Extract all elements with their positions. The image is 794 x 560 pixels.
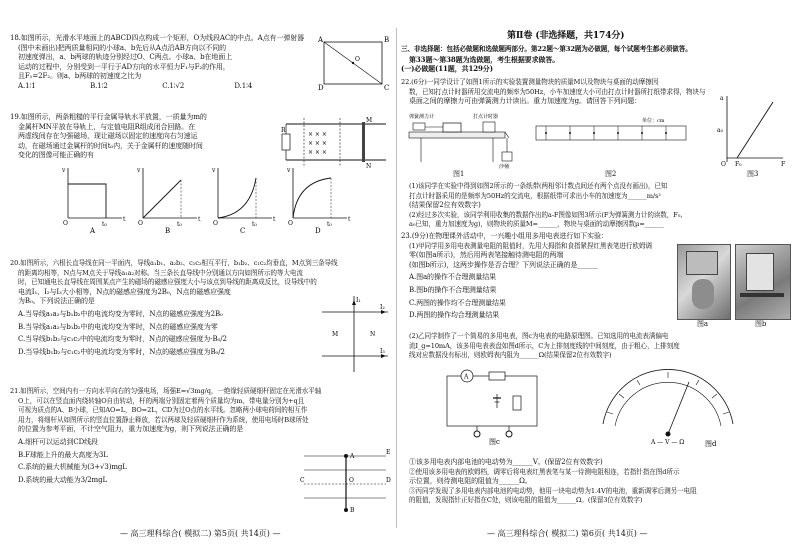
- graph-label: A: [90, 227, 96, 235]
- svg-text:F: F: [781, 161, 786, 168]
- svg-text:O: O: [288, 220, 293, 227]
- q19-line: 变化的图像可能正确的有: [18, 151, 94, 160]
- q23-option-c: C.两图的操作均不合理测量结果: [409, 298, 506, 307]
- label-timer: 打点计时器: [473, 114, 499, 120]
- graph-d: [286, 167, 351, 235]
- graph-label: D: [315, 227, 321, 235]
- q23-sub-line: ②使用该多用电表的欧姆档，调零后将电表红黑表笔与某一待测电阻相连，若指针指在图d所示: [409, 467, 680, 476]
- q23-sub-line: 示位置，则待测电阻的阻值为______Ω。: [409, 477, 532, 486]
- q21-line: 可视为质点的A、B小球，已知AO=L，BO=2L，CD为过O点的水平线。忽略两小球电荷间的相互作: [18, 406, 308, 415]
- q21-option-a: A.细杆可以运动到CD线段: [18, 437, 98, 446]
- svg-text:O: O: [213, 220, 218, 227]
- svg-text:× × ×: × × ×: [308, 131, 327, 138]
- q18-line: 18.如图所示，光滑水平地面上的ABCD四点构成一个矩形，O为线段AC的中点。A点有一弹射器: [10, 34, 305, 42]
- section-3-intro: [401, 45, 789, 74]
- svg-text:O: O: [138, 220, 143, 227]
- q21-line: 21.如图所示，空间内有一方向水平向右的匀强电场，场强E=√3mg/q，一绝缘轻质硬细杆固定在光滑水平轴: [10, 387, 322, 395]
- svg-text:t: t: [198, 216, 201, 223]
- svg-text:× × ×: × × ×: [308, 140, 327, 147]
- q22-sub-line: (1)该同学在实验中得到如图2所示的一条纸带(两相邻计数点间还有两个点没有画出)，已知: [409, 182, 668, 190]
- graph-b: [136, 167, 201, 235]
- q23-subquestions: [401, 458, 789, 506]
- label-r: R: [281, 127, 286, 134]
- q18-line: 初速度弹出，a、b两球的轨迹分别经过O、C两点。小球a、b在地面上: [18, 53, 233, 62]
- q22-line: 22.(6分)一同学设计了如图1所示的实验装置测量物块的质量M以及物块与桌面的动摩擦因: [401, 78, 659, 86]
- svg-text:t₀: t₀: [177, 221, 182, 228]
- label-a: A: [318, 36, 324, 44]
- label-i2: I₂: [380, 304, 385, 311]
- graph-label: B: [165, 227, 171, 235]
- option-d: D.1∶4: [234, 81, 253, 90]
- q18-line: (图中未画出)把两质量相同的小球a、b先后从A点沿AB方向以不同的: [18, 43, 227, 52]
- label-b: B: [384, 36, 390, 44]
- q20-line: 为B₀。下列说法正确的是: [18, 297, 95, 306]
- q23-meter-dial-figure-d: [593, 364, 743, 450]
- q21-line: O上，可以在竖直面内绕转轴O自由转动，杆的两端分别固定着两个质量均为m，带电量分别为+q且: [18, 396, 305, 405]
- question-23: [401, 232, 671, 321]
- q19-velocity-graphs: [60, 164, 360, 234]
- q23-line: 流I_g=10mA，该多用电表表盘如图d所示，C为上排刻度线的中间刻度，由于粗心，上排刻度: [409, 341, 680, 350]
- q20-line: 时，已知通电长直导线在周围某点产生的磁场的磁感应强度大小与该点到导线的距离成反比，设导线中的: [18, 278, 317, 287]
- right-page: [397, 0, 794, 560]
- label-m: M: [366, 117, 373, 124]
- graph-a: [61, 167, 126, 235]
- q23-sub-line: ③丙同学发现了多用电表内部电池的电动势，他用一块电动势为1.4V的电池，重新调零后测另一电阻: [409, 486, 697, 495]
- q22-line: 数，已知打点计时器所用交流电的频率为50Hz，小车加速度大小可由打点计时器所打纸带求得，物块与: [409, 87, 706, 96]
- svg-text:t: t: [348, 216, 351, 223]
- q21-option-b: B.F球能上升的最大高度为3L: [18, 450, 108, 459]
- section-3-line: 第33题～第38题为选做题，考生根据要求做答。: [409, 54, 560, 64]
- svg-text:t₀: t₀: [327, 221, 332, 228]
- q23-photo-a: [677, 244, 731, 320]
- caption-photo-a: 图a: [697, 320, 708, 328]
- svg-text:t: t: [273, 216, 276, 223]
- q19-line: 19.如图所示，两条粗糙的平行金属导轨水平放置，一质量为m的: [10, 113, 207, 121]
- label-b: B: [350, 507, 355, 514]
- q22-sub-line: a₀已知，重力加速度为g)，则物块的质量M=______，物块与桌面的动摩擦因数μ=______: [409, 220, 664, 229]
- question-20: [10, 259, 338, 357]
- q23-line: (2)乙同学制作了一个简易的多用电表，图c为电表的电路原理图。已知选用的电流表满偏电: [409, 332, 669, 340]
- graph-c: [211, 167, 276, 235]
- svg-text:v: v: [287, 167, 291, 174]
- q22-figure-2-tape: [532, 112, 692, 158]
- label-o: O: [355, 56, 360, 63]
- q22-figure-3-graph: [717, 92, 789, 172]
- q20-option-c: C.当导线b₁b₂与c₁c₂中的电流均变为零时，N点的磁感应强度为-B₀/2: [18, 335, 227, 344]
- svg-text:v: v: [137, 167, 141, 174]
- caption-fig2: 图2: [605, 170, 617, 178]
- option-c: C.1∶√2: [162, 81, 185, 90]
- tape-units: 单位：cm: [642, 118, 665, 124]
- option-b: B.1∶2: [90, 81, 108, 90]
- q23-line: 线对应数据没有标出，则欧姆表内阻为______Ω(结果保留2位有效数字): [409, 351, 612, 360]
- label-n: N: [366, 163, 372, 170]
- q22-line: 桌面之间的摩擦力可由弹簧测力计读出。重力加速度为g。请回答下列问题：: [409, 97, 642, 106]
- q19-line: 两虚线间存在匀强磁场，现让磁场以固定的速度向右匀速运: [18, 132, 198, 141]
- caption-photo-b: 图b: [755, 320, 767, 328]
- q23-line: (如图b所示)，这两步操作是否合理？下列说法正确的是______: [409, 260, 598, 269]
- label-i1: I₁: [356, 297, 361, 304]
- svg-text:a₀: a₀: [717, 127, 723, 134]
- question-18: [10, 34, 310, 92]
- svg-text:v: v: [62, 167, 66, 174]
- caption-fig3: 图3: [747, 170, 759, 178]
- svg-text:t: t: [123, 216, 126, 223]
- q20-line: 电流I₁、I₂与I₃大小相等，N点的磁感应强度为2B₀，N点的磁感应强度: [18, 287, 231, 296]
- label-o: O: [349, 477, 354, 484]
- q21-line: 的位置为参考平面，不计空气阻力，重力加速度为g，则下列说法正确的是: [18, 425, 244, 434]
- caption-fig-d: 图d: [705, 440, 717, 448]
- label-n: N: [370, 331, 376, 338]
- q22-sub-line: 打点计时器采用的是频率为50Hz的交流电，根据纸带可求出小车的加速度为______m/s²: [409, 191, 661, 200]
- label-m: M: [332, 331, 339, 338]
- svg-text:a: a: [720, 95, 724, 102]
- q18-line: 且F₁=2F₂。则a、b两球的初速度之比为: [18, 72, 142, 81]
- caption-fig-c: 图c: [489, 438, 500, 446]
- q21-option-d: D.系统的最大动能为3/2mgL: [18, 475, 108, 484]
- question-19: [10, 113, 280, 161]
- right-footer: — 高三理科综合( 模拟二) 第6页( 共14页) —: [487, 529, 648, 538]
- q22-figure-1: [403, 108, 523, 168]
- label-d: D: [318, 84, 324, 92]
- q19-rails-figure: [282, 114, 392, 170]
- q21-rod-figure: [300, 448, 392, 514]
- q22-sub-line: (2)经过多次实验，该同学利用收集的数据作出的a-F图像如图3所示(F为弹簧测力计的读数，F₀、: [409, 210, 687, 219]
- q22-sub-line: (结果保留2位有效数字): [409, 201, 481, 210]
- q18-rectangle-figure: [318, 34, 390, 92]
- svg-text:O: O: [721, 161, 726, 168]
- q20-option-b: B.当导线a₁a₂与b₁b₂中的电流均变为零时，N点的磁感应强度为零: [18, 322, 218, 331]
- label-i3: I₃: [380, 348, 385, 355]
- label-a: A: [350, 453, 355, 460]
- q22-subquestions: [401, 182, 789, 230]
- label-sand-bucket: 沙桶: [499, 164, 510, 170]
- q23-photo-b: [735, 244, 791, 320]
- q20-line: 的距离均相等，N点与M点关于导线a₁a₂对称。当三条长直导线中分别通以方向如图所示的等大电流: [18, 268, 303, 277]
- svg-text:t₀: t₀: [252, 221, 257, 228]
- q20-wires-figure: [314, 292, 394, 376]
- label-c: C: [384, 84, 390, 92]
- q23-option-a: A.图a的操作不合理测量结果: [409, 273, 497, 282]
- svg-text:O: O: [63, 220, 68, 227]
- svg-text:F₀: F₀: [735, 161, 742, 168]
- q23-circuit-figure-c: [437, 366, 557, 446]
- q19-line: 动，在磁场通过金属杆的时间t₀内，关于金属杆的速度随时间: [18, 141, 203, 150]
- option-a: A.1∶1: [18, 81, 36, 90]
- q21-option-c: C.系统的最大机械能为(3+√3)mgL: [18, 463, 127, 472]
- left-footer: — 高三理科综合( 模拟二) 第5页( 共14页) —: [120, 529, 281, 538]
- q23-option-d: D.两图的操作均合理测量结果: [409, 311, 500, 320]
- required-subsection: (一)必做题(11题，共129分): [401, 64, 493, 74]
- question-23-part2: [401, 332, 789, 361]
- label-e: E: [386, 449, 391, 456]
- q19-line: 金属杆MN平放在导轨上，与定值电阻R组成闭合回路。在: [18, 122, 195, 131]
- q23-option-b: B.图b的操作不合理测量结果: [409, 285, 497, 294]
- q18-options: [10, 82, 310, 92]
- q23-sub-line: 的阻值，发现指针正好指在C处，则该电阻的阻值为______Ω。(保留3位有效数字): [409, 496, 643, 505]
- caption-fig1: 图1: [453, 170, 465, 178]
- q23-sub-line: ①该多用电表内部电池的电动势为______V。(保留2位有效数字): [409, 458, 603, 466]
- q20-line: 20.如图所示，六根长直导线在同一平面内，导线a₁b₁、a₂b₂、c₁c₂相互平行，b₁b₂、c₁c₂均垂直，M点到三条导线: [10, 259, 338, 267]
- label-c: C: [300, 477, 305, 484]
- svg-text:v: v: [212, 167, 216, 174]
- q21-line: 用力，将细杆从如图所示的竖直位置静止释放，若以两球及轻质硬细杆作为系统，使用电场时B球所处: [18, 415, 309, 424]
- part2-header: 第Ⅱ卷 (非选择题，共174分): [507, 31, 625, 41]
- svg-text:× × ×: × × ×: [308, 149, 327, 156]
- q20-option-a: A.当导线a₁a₂与b₁b₂中的电流均变为零时，N点的磁感应强度为2B₀: [18, 309, 223, 318]
- q23-line: 零(如图a所示)，然后用两表笔接触待测电阻的两端: [409, 251, 564, 260]
- label-spring-scale: 弹簧测力计: [409, 114, 435, 120]
- svg-text:t₀: t₀: [102, 221, 107, 228]
- label-d: D: [386, 477, 391, 484]
- svg-text:A: A: [464, 373, 469, 381]
- q23-line: 23.(9分)在物理课外活动中，一兴趣小组用多用电表进行如下实验：: [401, 232, 608, 240]
- graph-label: C: [240, 227, 246, 235]
- q23-line: (1)甲同学用多用电表测量电阻的阻值时，先用大拇指和食指紧捏红黑表笔进行欧姆调: [409, 241, 652, 250]
- q18-line: 运动的过程中，分别受到一平行于AD方向的水平恒力F₁与F₂的作用，: [18, 62, 230, 71]
- section-3-line: 三、非选择题：包括必做题和选做题两部分。第22题～第32题为必做题，每个试题考生都必须做答。: [401, 45, 692, 53]
- dial-label: A — V — Ω: [651, 439, 685, 446]
- question-21: [10, 387, 322, 485]
- q20-option-d: D.当导线b₁b₂与c₁c₂中的电流均变为零时，N点的磁感应强度为B₀/2: [18, 347, 225, 356]
